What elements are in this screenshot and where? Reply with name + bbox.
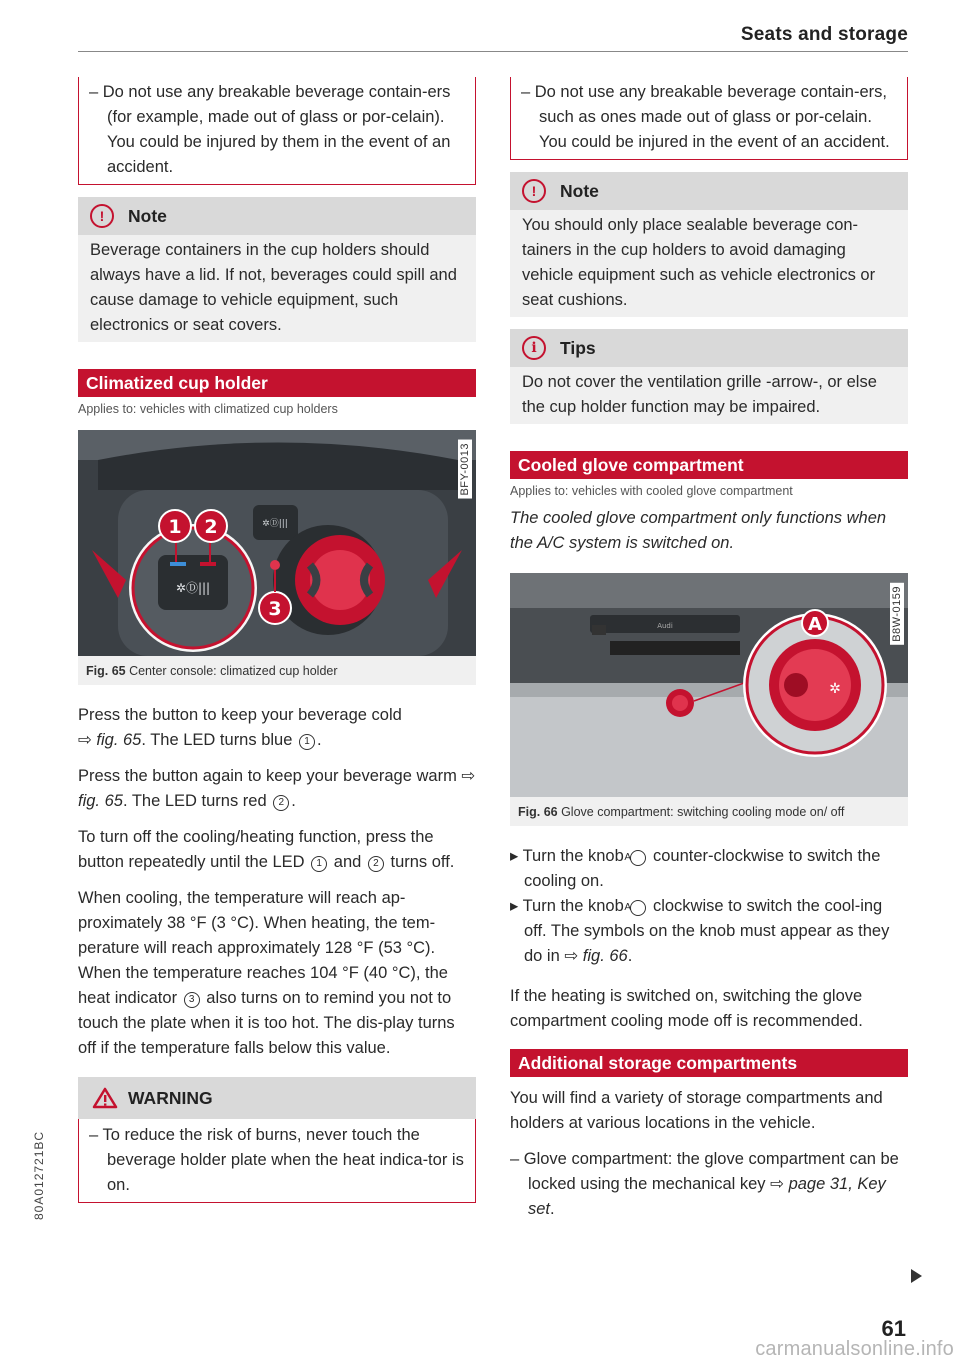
climatize-button-label: ✲Ⓓ||| bbox=[175, 581, 211, 595]
callout-1-icon: 1 bbox=[299, 734, 315, 750]
fig-link[interactable]: ⇨ fig. 66 bbox=[564, 947, 628, 965]
glove-compartment-image bbox=[510, 573, 908, 797]
warning-triangle-icon bbox=[92, 1087, 118, 1109]
warning-continuation-box bbox=[510, 77, 908, 160]
fig-link[interactable]: ⇨ fig. 65 bbox=[78, 767, 476, 810]
note-body bbox=[510, 210, 908, 317]
watermark: carmanualsonline.info bbox=[755, 1338, 954, 1360]
warning-continuation-text: – Do not use any breakable beverage contain-ers, such as ones made out of glass or por-celain. You could be injured in the event of an accident. bbox=[521, 83, 890, 151]
svg-text:1: 1 bbox=[168, 516, 182, 538]
note-text: You should only place sealable beverage con-tainers in the cup holders to avoid damaging vehicle equipment such as vehicle electronics or seat cushions. bbox=[522, 216, 876, 309]
note-text: Beverage containers in the cup holders should always have a lid. If not, beverages could spill and cause damage to vehicle equipment, such electronics or seat covers. bbox=[90, 241, 457, 334]
warning-continuation-text: – Do not use any breakable beverage contain-ers (for example, made out of glass or por-celain). You could be injured by them in the event of an accident. bbox=[89, 83, 451, 176]
arrow-right-icon bbox=[911, 1269, 922, 1283]
page-number: 61 bbox=[881, 1316, 906, 1341]
paragraph-cold: Press the button to keep your beverage cold ⇨ fig. 65. The LED turns blue 1 . bbox=[78, 706, 402, 749]
left-column bbox=[78, 77, 476, 1203]
warning-text: – To reduce the risk of burns, never touch the beverage holder plate when the heat indica-tor is on. bbox=[89, 1126, 464, 1194]
cooled-applies: Applies to: vehicles with cooled glove compartment bbox=[510, 484, 793, 498]
callout-1-icon: 1 bbox=[311, 856, 327, 872]
instruction-2: ▸ Turn the knob A clockwise to switch the cool-ing off. The symbols on the knob must appear as they do in ⇨ fig. 66. bbox=[510, 897, 890, 965]
bullet-arrow-icon: ▸ bbox=[510, 847, 523, 865]
glove-compartment-item: – Glove compartment: the glove compartment can be locked using the mechanical key ⇨ page 31, Key set. bbox=[510, 1150, 899, 1218]
svg-text:✲Ⓓ|||: ✲Ⓓ||| bbox=[262, 519, 288, 529]
right-column bbox=[510, 77, 908, 1222]
fig-number: Fig. 65 bbox=[86, 664, 126, 678]
exclamation-circle-icon: ! bbox=[90, 204, 114, 228]
svg-text:3: 3 bbox=[268, 598, 282, 620]
note-header bbox=[510, 172, 908, 210]
page-link[interactable]: ⇨ page 31, Key set bbox=[528, 1175, 886, 1218]
fig-caption-text: Glove compartment: switching cooling mode on/ off bbox=[561, 805, 845, 819]
tips-label: Tips bbox=[560, 337, 596, 358]
figure-66-caption bbox=[510, 797, 908, 826]
tips-text: Do not cover the ventilation grille -arrow-, or else the cup holder function may be impaired. bbox=[522, 373, 877, 416]
radio-text: Audi bbox=[657, 622, 673, 630]
info-circle-icon: i bbox=[522, 336, 546, 360]
figure-65-caption bbox=[78, 656, 476, 685]
callout-3-icon: 3 bbox=[184, 992, 200, 1008]
note-body bbox=[78, 235, 476, 342]
paragraph-temperature: When cooling, the temperature will reach ap-proximately 38 °F (3 °C). When heating, the tem-perature will reach approximately 128 °F (53 °C). When the temperature reaches 104 °F (40 °C), the heat indicator 3 also turns on to remind you not to touch the plate when it is too hot. The dis-play turns off if the temperature falls below this value. bbox=[78, 889, 455, 1057]
svg-text:✲: ✲ bbox=[829, 681, 841, 697]
tips-header bbox=[510, 329, 908, 367]
svg-text:2: 2 bbox=[204, 516, 218, 538]
note-header bbox=[78, 197, 476, 235]
header-rule bbox=[78, 51, 908, 52]
side-document-code: 80A012721BC bbox=[32, 1130, 46, 1220]
climatized-applies: Applies to: vehicles with climatized cup holders bbox=[78, 402, 338, 416]
note-label: Note bbox=[560, 180, 599, 201]
fig-caption-text: Center console: climatized cup holder bbox=[129, 664, 338, 678]
fig-number: Fig. 66 bbox=[518, 805, 558, 819]
heating-note: If the heating is switched on, switching the glove compartment cooling mode off is recommended. bbox=[510, 987, 863, 1030]
additional-text: You will find a variety of storage compartments and holders at various locations in the vehicle. bbox=[510, 1089, 883, 1132]
exclamation-circle-icon: ! bbox=[522, 179, 546, 203]
svg-text:A: A bbox=[808, 614, 822, 635]
figure-66 bbox=[510, 573, 908, 826]
fig-link[interactable]: ⇨ fig. 65 bbox=[78, 731, 142, 749]
cooled-glove-heading: Cooled glove compartment bbox=[510, 451, 908, 479]
bullet-arrow-icon: ▸ bbox=[510, 897, 523, 915]
warning-body bbox=[78, 1119, 476, 1203]
callout-2-icon: 2 bbox=[273, 795, 289, 811]
section-title: Seats and storage bbox=[740, 24, 908, 45]
figure-code: B8W-0159 bbox=[890, 583, 904, 645]
figure-65 bbox=[78, 430, 476, 685]
instruction-1: ▸ Turn the knob A counter-clockwise to switch the cooling on. bbox=[510, 847, 881, 890]
callout-a-icon: A bbox=[630, 850, 646, 866]
figure-code: BFY-0013 bbox=[458, 440, 472, 499]
warning-header bbox=[78, 1077, 476, 1119]
callout-2-icon: 2 bbox=[368, 856, 384, 872]
warning-continuation-box bbox=[78, 77, 476, 185]
paragraph-off: To turn off the cooling/heating function, press the button repeatedly until the LED 1 and 2 turns off. bbox=[78, 828, 455, 871]
climatized-cup-holder-heading: Climatized cup holder bbox=[78, 369, 476, 397]
note-label: Note bbox=[128, 205, 167, 226]
additional-storage-heading: Additional storage compartments bbox=[510, 1049, 908, 1077]
tips-body bbox=[510, 367, 908, 424]
paragraph-warm: Press the button again to keep your beverage warm ⇨ fig. 65. The LED turns red 2 . bbox=[78, 767, 476, 810]
warning-label: WARNING bbox=[128, 1087, 213, 1108]
cooled-intro: The cooled glove compartment only functions when the A/C system is switched on. bbox=[510, 509, 887, 552]
callout-a-icon: A bbox=[630, 900, 646, 916]
cup-holder-image bbox=[78, 430, 476, 656]
